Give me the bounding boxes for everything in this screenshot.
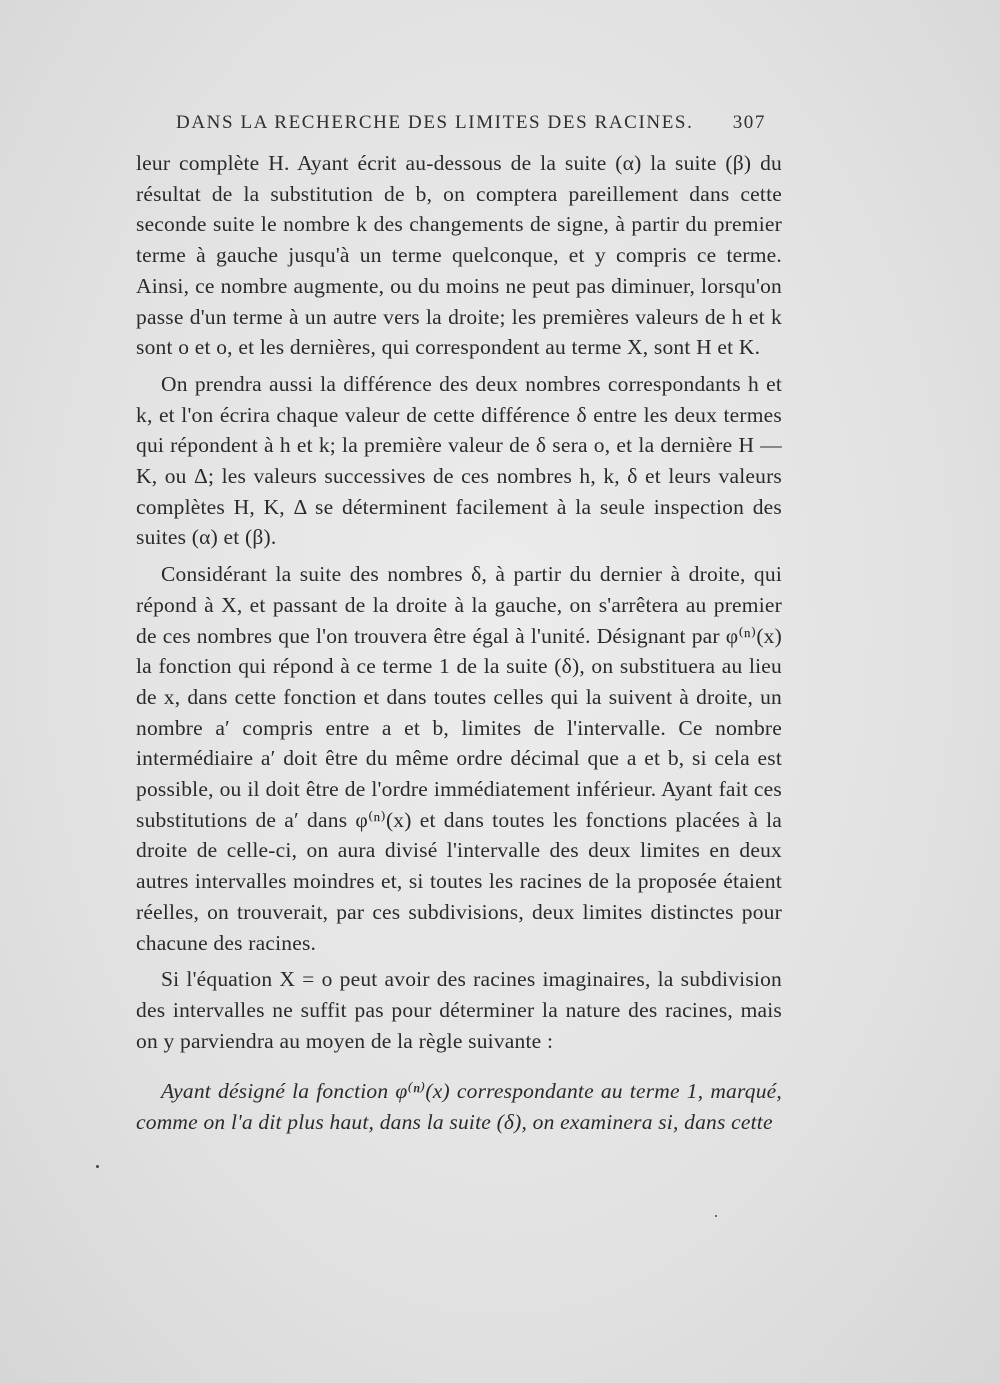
- paper-speck: [715, 1215, 717, 1217]
- page-number: 307: [732, 112, 766, 133]
- paragraph-2: On prendra aussi la différence des deux nombres correspondants h et k, et l'on écrira chaque valeur de cette différence δ entre les deux termes qui répondent à h et k; la première valeur de δ sera o, et la dernière H — K, ou Δ; les valeurs successives de ces nombres h, k, δ et leurs valeurs complètes H, K, Δ se déterminent facilement à la seule inspection des suites (α) et (β).: [136, 371, 782, 550]
- italic-rule-paragraph: Ayant désigné la fonction φ⁽ⁿ⁾(x) correspondante au terme 1, marqué, comme on l'a dit plus haut, dans la suite (δ), on examinera si, dans cette: [136, 1079, 782, 1135]
- paper-speck: [96, 1165, 99, 1168]
- paragraph-3: Considérant la suite des nombres δ, à partir du dernier à droite, qui répond à X, et passant de la droite à la gauche, on s'arrêtera au premier de ces nombres que l'on trouvera être égal à l'unité. Désignant par φ⁽ⁿ⁾(x) la fonction qui répond à ce terme 1 de la suite (δ), on substituera au lieu de x, dans cette fonction et dans toutes celles qui la suivent à droite, un nombre a′ compris entre a et b, limites de l'intervalle. Ce nombre intermédiaire a′ doit être du même ordre décimal que a et b, si cela est possible, ou il doit être de l'ordre immédiatement inférieur. Ayant fait ces substitutions de a′ dans φ⁽ⁿ⁾(x) et dans toutes les fonctions placées à la droite de celle-ci, on aura divisé l'intervalle des deux limites en deux autres intervalles moindres et, si toutes les racines de la proposée étaient réelles, on trouverait, par ces subdivisions, deux limites distinctes pour chacune des racines.: [136, 562, 782, 955]
- paragraph-4: Si l'équation X = o peut avoir des racines imaginaires, la subdivision des intervalles ne suffit pas pour déterminer la nature des racines, mais on y parviendra au moyen de la règle suivante :: [136, 967, 782, 1053]
- paragraph-1: leur complète H. Ayant écrit au-dessous de la suite (α) la suite (β) du résultat de la substitution de b, on comptera pareillement dans cette seconde suite le nombre k des changements de signe, à partir du premier terme à gauche jusqu'à un terme quelconque, et y compris ce terme. Ainsi, ce nombre augmente, ou du moins ne peut pas diminuer, lorsqu'on passe d'un terme à un autre vers la droite; les premières valeurs de h et k sont o et o, et les dernières, qui correspondent au terme X, sont H et K.: [136, 151, 782, 360]
- running-title: DANS LA RECHERCHE DES LIMITES DES RACINES.: [176, 112, 694, 133]
- body-text: [136, 148, 782, 1138]
- running-header: [176, 112, 766, 134]
